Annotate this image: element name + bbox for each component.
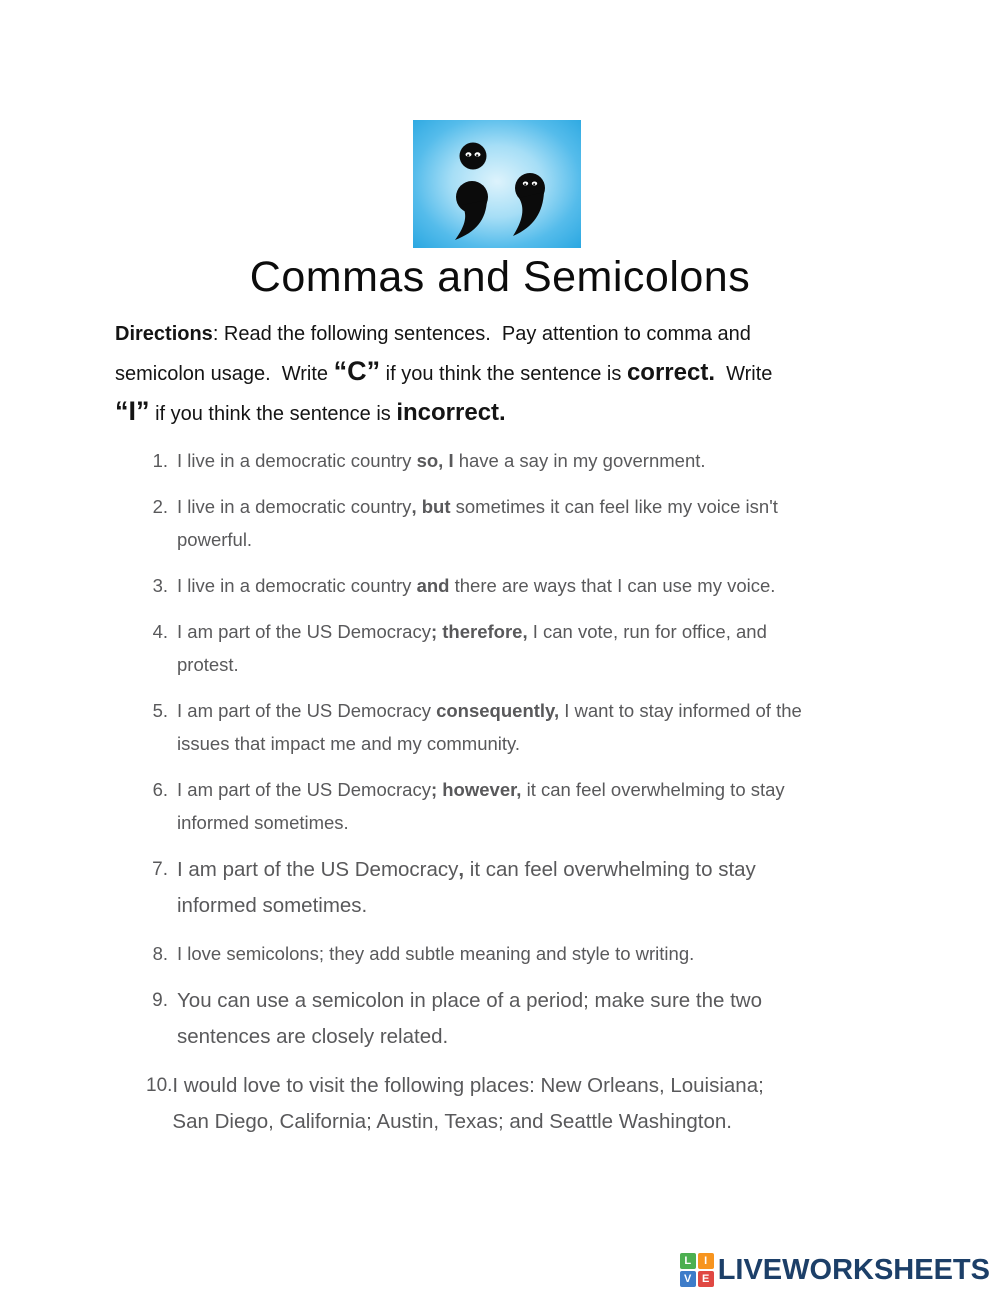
item-text: [177, 937, 694, 970]
logo-tile-i: I: [698, 1253, 714, 1269]
item-text: [172, 1068, 763, 1140]
body-text: protest.: [177, 654, 239, 675]
item-text: [177, 773, 785, 839]
logo-grid: [680, 1253, 714, 1287]
emphasized-text: Directions: [115, 323, 213, 345]
semicolon-dot: [460, 143, 487, 170]
list-item: [146, 615, 802, 681]
item-text: [177, 569, 775, 602]
body-text: sentences are closely related.: [177, 1025, 449, 1048]
body-text: informed sometimes.: [177, 812, 349, 833]
text-line: [177, 490, 778, 523]
text-line: [177, 727, 802, 760]
body-text: I want to stay informed of the: [559, 700, 802, 721]
body-text: I would love to visit the following places: New Orleans, Louisiana;: [172, 1074, 764, 1097]
item-number: 6.: [152, 779, 168, 800]
emphasized-text: ; however,: [430, 779, 522, 800]
item-text: [177, 615, 767, 681]
list-item: [146, 937, 802, 970]
body-text: I live in a democratic country: [177, 496, 412, 517]
body-text: I love semicolons; they add subtle meaning and style to writing.: [177, 943, 695, 964]
logo-text: LIVEWORKSHEETS: [717, 1253, 990, 1286]
body-text: San Diego, California; Austin, Texas; and Seattle Washington.: [172, 1110, 732, 1133]
body-text: semicolon usage. Write: [115, 363, 334, 385]
text-line: [177, 694, 802, 727]
list-item: [146, 773, 802, 839]
liveworksheets-logo: [680, 1253, 990, 1287]
text-line: [177, 937, 694, 970]
item-number: 2.: [152, 496, 168, 517]
item-number: 9.: [152, 990, 168, 1011]
text-line: [177, 615, 767, 648]
item-text: [177, 490, 778, 556]
text-line: [177, 806, 785, 839]
item-number: 5.: [152, 700, 168, 721]
body-text: I live in a democratic country: [177, 450, 417, 471]
list-item: [146, 444, 802, 477]
directions: [115, 316, 915, 433]
list-item: [146, 490, 802, 556]
emphasized-text: correct.: [626, 359, 715, 386]
list-item: [146, 1068, 802, 1140]
text-line: [177, 648, 767, 681]
list-item: [146, 852, 802, 924]
emphasized-text: ; therefore,: [430, 621, 528, 642]
body-text: powerful.: [177, 529, 253, 550]
text-line: [177, 1019, 762, 1055]
body-text: I am part of the US Democracy: [177, 700, 437, 721]
item-number: 4.: [152, 621, 168, 642]
item-number: 1.: [152, 450, 168, 471]
text-line: [115, 316, 915, 353]
emphasized-text: ,: [458, 858, 465, 881]
body-text: I am part of the US Democracy: [177, 858, 459, 881]
body-text: if you think the sentence is: [380, 363, 627, 385]
body-text: sometimes it can feel like my voice isn't: [450, 496, 778, 517]
logo-tile-e: E: [698, 1271, 714, 1287]
text-line: [172, 1068, 763, 1104]
text-line: [177, 983, 762, 1019]
body-text: I live in a democratic country: [177, 575, 417, 596]
body-text: You can use a semicolon in place of a period; make sure the two: [177, 989, 762, 1012]
body-text: issues that impact me and my community.: [177, 733, 521, 754]
body-text: I can vote, run for office, and: [527, 621, 767, 642]
text-line: [172, 1104, 763, 1140]
emphasized-text: consequently,: [436, 700, 560, 721]
text-line: [177, 569, 775, 602]
sentence-list: [146, 444, 802, 1153]
semicolon-comma-image: [413, 120, 581, 248]
text-line: [177, 888, 756, 924]
body-text: it can feel overwhelming to stay: [464, 858, 756, 881]
body-text: I am part of the US Democracy: [177, 779, 431, 800]
body-text: have a say in my government.: [453, 450, 706, 471]
text-line: [177, 444, 706, 477]
body-text: it can feel overwhelming to stay: [521, 779, 785, 800]
item-number: 8.: [152, 943, 168, 964]
page-title: Commas and Semicolons: [249, 253, 751, 301]
text-line: [177, 852, 756, 888]
semicolon-comma-icon: [413, 120, 581, 248]
emphasized-text: , but: [411, 496, 451, 517]
text-line: [177, 523, 778, 556]
body-text: I am part of the US Democracy: [177, 621, 431, 642]
text-line: [115, 393, 915, 433]
comma-tail: [513, 192, 544, 236]
item-text: [177, 852, 756, 924]
text-line: [177, 773, 785, 806]
item-text: [177, 694, 802, 760]
body-text: Write: [714, 363, 773, 385]
item-number: 10.: [146, 1075, 173, 1096]
emphasized-text: “I”: [115, 396, 150, 426]
list-item: [146, 694, 802, 760]
emphasized-text: and: [416, 575, 450, 596]
text-line: [115, 353, 915, 393]
list-item: [146, 569, 802, 602]
list-item: [146, 983, 802, 1055]
logo-tile-l: L: [680, 1253, 696, 1269]
body-text: if you think the sentence is: [149, 403, 397, 425]
item-number: 3.: [152, 575, 168, 596]
item-text: [177, 444, 706, 477]
body-text: : Read the following sentences. Pay attention to comma and: [212, 323, 751, 345]
emphasized-text: “C”: [333, 356, 381, 386]
emphasized-text: so, I: [416, 450, 454, 471]
logo-tile-v: V: [680, 1271, 696, 1287]
item-text: [177, 983, 762, 1055]
body-text: informed sometimes.: [177, 894, 368, 917]
body-text: there are ways that I can use my voice.: [449, 575, 776, 596]
emphasized-text: incorrect.: [396, 399, 506, 426]
item-number: 7.: [152, 859, 168, 880]
